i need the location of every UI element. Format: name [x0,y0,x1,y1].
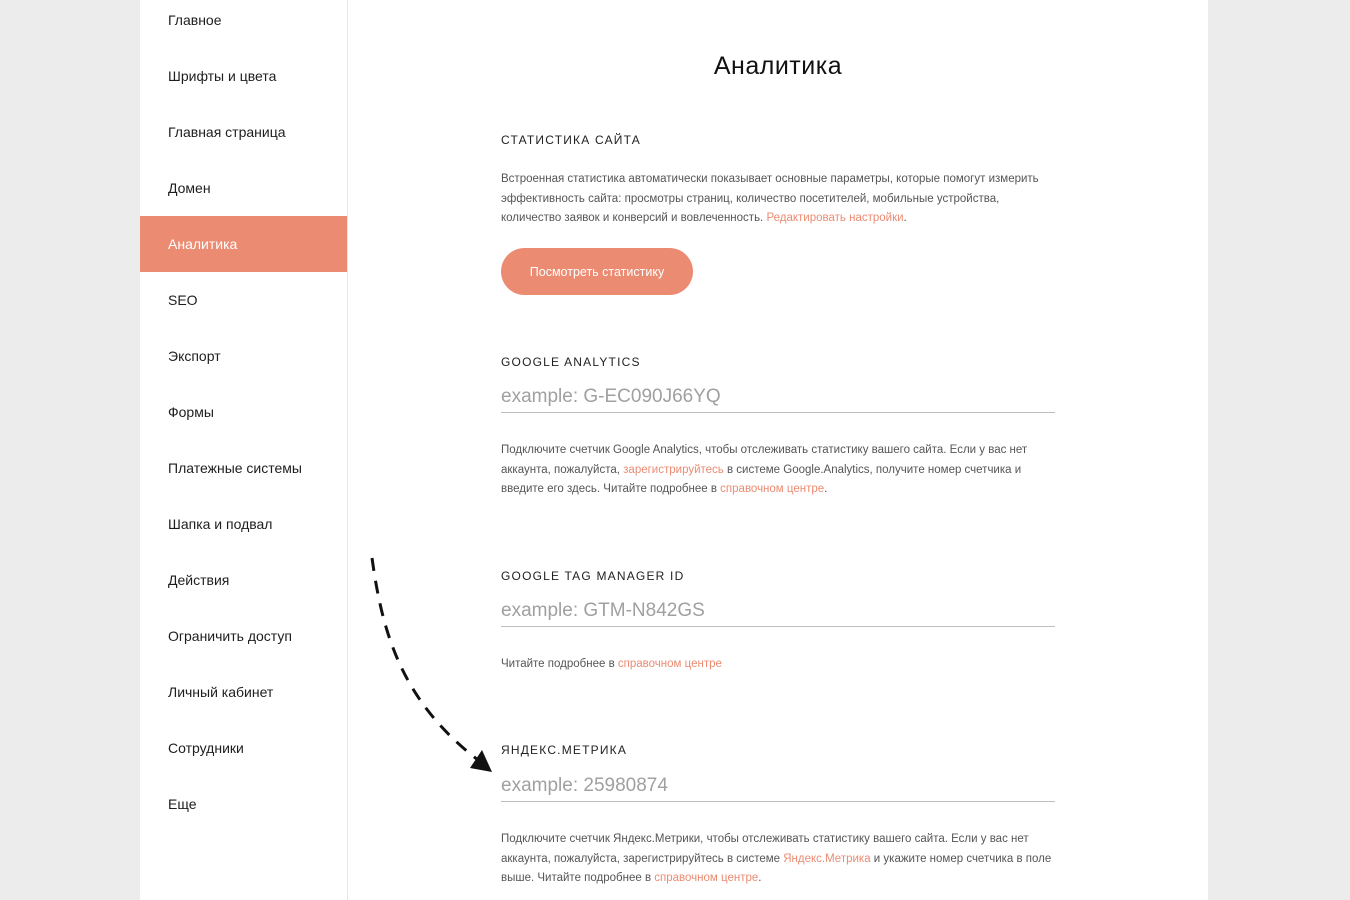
sidebar-item-seo[interactable]: SEO [168,292,198,308]
stats-description [501,170,1056,229]
sidebar-item-domain[interactable]: Домен [168,180,211,196]
ym-help-center-link[interactable]: справочном центре [654,872,759,885]
view-statistics-button[interactable]: Посмотреть статистику [501,248,693,295]
stats-section-label: СТАТИСТИКА САЙТА [501,133,641,147]
ga-desc-part-3: . [824,483,828,496]
ga-register-link[interactable]: зарегистрируйтесь [623,463,724,476]
page-title: Аналитика [713,52,843,80]
sidebar-item-export[interactable]: Экспорт [168,348,221,364]
sidebar-item-actions[interactable]: Действия [168,572,230,588]
yandex-metrika-description [501,830,1056,889]
sidebar-item-fonts-colors[interactable]: Шрифты и цвета [168,68,277,84]
gtm-id-input[interactable] [501,596,1055,627]
sidebar-item-forms[interactable]: Формы [168,404,214,420]
google-analytics-label: GOOGLE ANALYTICS [501,355,641,369]
sidebar-item-header-footer[interactable]: Шапка и подвал [168,516,273,532]
ym-desc-part-1: Подключите счетчик Яндекс.Метрики, чтобы отслеживать статистику вашего сайта. Если у вас нет аккаунта, пожалуйста, зарегистрируйтесь в системе [501,833,1029,865]
settings-sidebar [140,0,348,900]
sidebar-item-home-page[interactable]: Главная страница [168,124,286,140]
gtm-description [501,655,1056,675]
sidebar-item-personal-account[interactable]: Личный кабинет [168,684,274,700]
google-analytics-description [501,441,1056,500]
sidebar-item-more[interactable]: Еще [168,796,197,812]
google-analytics-input[interactable] [501,382,1055,413]
dashed-arrow-icon [360,550,500,780]
gtm-label: GOOGLE TAG MANAGER ID [501,569,685,583]
edit-settings-link[interactable]: Редактировать настройки [766,212,904,225]
gtm-help-center-link[interactable]: справочном центре [617,658,722,670]
gtm-desc-part-1: Читайте подробнее в [501,658,618,670]
ga-help-center-link[interactable]: справочном центре [720,483,825,496]
yandex-metrika-input[interactable] [501,771,1055,802]
sidebar-item-analytics[interactable]: Аналитика [140,216,347,272]
stats-description-end: . [903,212,907,225]
yandex-metrika-label: ЯНДЕКС.МЕТРИКА [501,743,628,757]
ga-desc-part-1: Подключите счетчик Google Analytics, чтобы отслеживать статистику вашего сайта. Если у вас нет аккаунта, пожалуйста, [501,444,1028,476]
ym-desc-part-3: . [758,872,762,885]
stats-description-text: Встроенная статистика автоматически показывает основные параметры, которые помогут измерить эффективность сайта: просмотры страниц, количество посетителей, мобильные устройства, количество заявок и конверсий и вовлеченность. [501,173,1039,225]
ym-desc-part-2: и укажите номер счетчика в поле выше. Читайте подробнее в [501,852,1052,885]
sidebar-item-restrict-access[interactable]: Ограничить доступ [168,628,292,644]
settings-panel [140,0,1208,900]
sidebar-item-payments[interactable]: Платежные системы [168,460,302,476]
ym-metrika-link[interactable]: Яндекс.Метрика [783,852,871,865]
ga-desc-part-2: в системе Google.Analytics, получите номер счетчика и введите его здесь. Читайте подробнее в [501,463,1022,496]
sidebar-item-main[interactable]: Главное [168,12,222,28]
sidebar-item-staff[interactable]: Сотрудники [168,740,244,756]
